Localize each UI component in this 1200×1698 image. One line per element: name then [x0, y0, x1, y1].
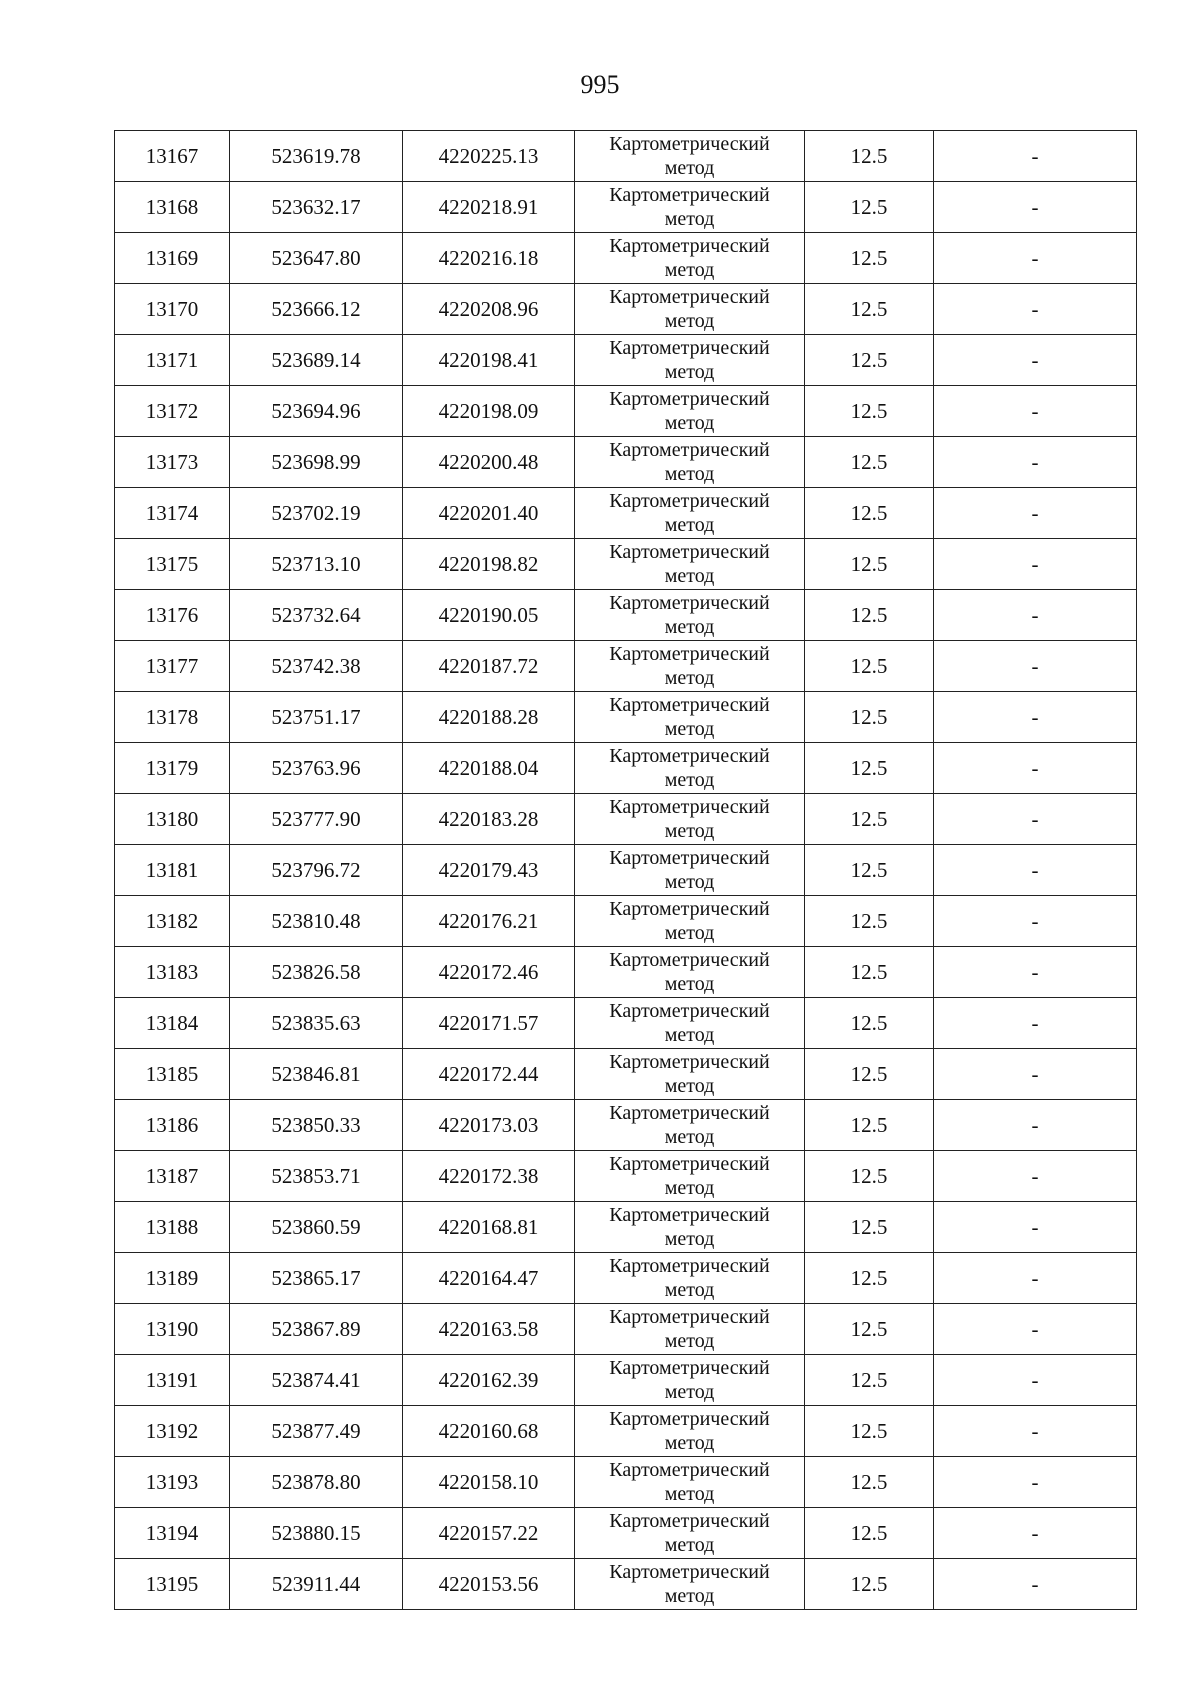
method-cell [575, 794, 805, 845]
point-number-cell: 13172 [115, 386, 230, 437]
accuracy-cell: 12.5 [805, 1457, 934, 1508]
table-row [115, 641, 1137, 692]
method-text-line-1: Картометрический [609, 1408, 770, 1430]
y-coordinate-cell: 4220153.56 [403, 1559, 575, 1610]
point-number-cell: 13186 [115, 1100, 230, 1151]
note-cell: - [934, 743, 1137, 794]
y-coordinate-cell: 4220218.91 [403, 182, 575, 233]
method-text-line-2: метод [664, 514, 715, 536]
accuracy-cell: 12.5 [805, 437, 934, 488]
y-coordinate-cell: 4220160.68 [403, 1406, 575, 1457]
table-row [115, 539, 1137, 590]
method-text-line-1: Картометрический [609, 1204, 770, 1226]
note-cell: - [934, 590, 1137, 641]
x-coordinate-cell: 523874.41 [230, 1355, 403, 1406]
note-cell: - [934, 692, 1137, 743]
x-coordinate-cell: 523911.44 [230, 1559, 403, 1610]
method-text-line-2: метод [664, 922, 715, 944]
note-cell: - [934, 335, 1137, 386]
accuracy-cell: 12.5 [805, 1559, 934, 1610]
y-coordinate-cell: 4220168.81 [403, 1202, 575, 1253]
method-text-line-1: Картометрический [609, 1306, 770, 1328]
note-cell: - [934, 641, 1137, 692]
x-coordinate-cell: 523666.12 [230, 284, 403, 335]
method-text-line-2: метод [664, 871, 715, 893]
method-cell [575, 182, 805, 233]
table-row [115, 488, 1137, 539]
method-text-line-2: метод [664, 412, 715, 434]
method-cell [575, 131, 805, 182]
point-number-cell: 13181 [115, 845, 230, 896]
x-coordinate-cell: 523850.33 [230, 1100, 403, 1151]
method-text-line-1: Картометрический [609, 235, 770, 257]
point-number-cell: 13179 [115, 743, 230, 794]
method-text-line-2: метод [664, 973, 715, 995]
table-row [115, 1049, 1137, 1100]
point-number-cell: 13169 [115, 233, 230, 284]
table-row [115, 1304, 1137, 1355]
accuracy-cell: 12.5 [805, 1508, 934, 1559]
method-text-line-2: метод [664, 667, 715, 689]
point-number-cell: 13183 [115, 947, 230, 998]
method-cell [575, 1508, 805, 1559]
y-coordinate-cell: 4220188.04 [403, 743, 575, 794]
table-row [115, 1151, 1137, 1202]
method-text-line-2: метод [664, 259, 715, 281]
method-text-line-2: метод [664, 157, 715, 179]
method-text-line-2: метод [664, 1330, 715, 1352]
x-coordinate-cell: 523777.90 [230, 794, 403, 845]
point-number-cell: 13170 [115, 284, 230, 335]
accuracy-cell: 12.5 [805, 182, 934, 233]
method-text-line-1: Картометрический [609, 1357, 770, 1379]
accuracy-cell: 12.5 [805, 743, 934, 794]
table-row [115, 947, 1137, 998]
method-cell [575, 1202, 805, 1253]
method-text-line-1: Картометрический [609, 1153, 770, 1175]
note-cell: - [934, 896, 1137, 947]
point-number-cell: 13175 [115, 539, 230, 590]
table-row [115, 896, 1137, 947]
y-coordinate-cell: 4220198.09 [403, 386, 575, 437]
x-coordinate-cell: 523826.58 [230, 947, 403, 998]
y-coordinate-cell: 4220164.47 [403, 1253, 575, 1304]
accuracy-cell: 12.5 [805, 947, 934, 998]
table-row [115, 233, 1137, 284]
method-text-line-1: Картометрический [609, 388, 770, 410]
point-number-cell: 13184 [115, 998, 230, 1049]
method-cell [575, 284, 805, 335]
point-number-cell: 13191 [115, 1355, 230, 1406]
y-coordinate-cell: 4220198.82 [403, 539, 575, 590]
note-cell: - [934, 386, 1137, 437]
x-coordinate-cell: 523865.17 [230, 1253, 403, 1304]
accuracy-cell: 12.5 [805, 1355, 934, 1406]
table-row [115, 182, 1137, 233]
method-text-line-2: метод [664, 1075, 715, 1097]
method-cell [575, 845, 805, 896]
y-coordinate-cell: 4220216.18 [403, 233, 575, 284]
method-text-line-2: метод [664, 1024, 715, 1046]
table-row [115, 845, 1137, 896]
method-text-line-1: Картометрический [609, 592, 770, 614]
method-text-line-1: Картометрический [609, 133, 770, 155]
x-coordinate-cell: 523853.71 [230, 1151, 403, 1202]
x-coordinate-cell: 523698.99 [230, 437, 403, 488]
table-row [115, 386, 1137, 437]
note-cell: - [934, 1151, 1137, 1202]
method-text-line-1: Картометрический [609, 847, 770, 869]
point-number-cell: 13171 [115, 335, 230, 386]
note-cell: - [934, 998, 1137, 1049]
accuracy-cell: 12.5 [805, 335, 934, 386]
y-coordinate-cell: 4220172.46 [403, 947, 575, 998]
table-row [115, 1559, 1137, 1610]
method-text-line-2: метод [664, 1432, 715, 1454]
method-text-line-2: метод [664, 1279, 715, 1301]
x-coordinate-cell: 523880.15 [230, 1508, 403, 1559]
method-text-line-1: Картометрический [609, 1255, 770, 1277]
method-text-line-1: Картометрический [609, 286, 770, 308]
point-number-cell: 13188 [115, 1202, 230, 1253]
method-cell [575, 233, 805, 284]
y-coordinate-cell: 4220188.28 [403, 692, 575, 743]
note-cell: - [934, 794, 1137, 845]
x-coordinate-cell: 523860.59 [230, 1202, 403, 1253]
note-cell: - [934, 1406, 1137, 1457]
note-cell: - [934, 1253, 1137, 1304]
method-cell [575, 743, 805, 794]
method-text-line-1: Картометрический [609, 949, 770, 971]
method-cell [575, 437, 805, 488]
y-coordinate-cell: 4220163.58 [403, 1304, 575, 1355]
note-cell: - [934, 437, 1137, 488]
x-coordinate-cell: 523867.89 [230, 1304, 403, 1355]
table-row [115, 1457, 1137, 1508]
point-number-cell: 13177 [115, 641, 230, 692]
coordinates-table-body [115, 131, 1137, 1610]
table-row [115, 284, 1137, 335]
point-number-cell: 13189 [115, 1253, 230, 1304]
table-row [115, 335, 1137, 386]
point-number-cell: 13192 [115, 1406, 230, 1457]
table-row [115, 590, 1137, 641]
y-coordinate-cell: 4220172.44 [403, 1049, 575, 1100]
y-coordinate-cell: 4220208.96 [403, 284, 575, 335]
method-text-line-1: Картометрический [609, 898, 770, 920]
y-coordinate-cell: 4220183.28 [403, 794, 575, 845]
point-number-cell: 13194 [115, 1508, 230, 1559]
x-coordinate-cell: 523732.64 [230, 590, 403, 641]
method-text-line-2: метод [664, 616, 715, 638]
method-text-line-1: Картометрический [609, 643, 770, 665]
point-number-cell: 13193 [115, 1457, 230, 1508]
method-cell [575, 947, 805, 998]
note-cell: - [934, 1100, 1137, 1151]
table-row [115, 1355, 1137, 1406]
note-cell: - [934, 947, 1137, 998]
accuracy-cell: 12.5 [805, 233, 934, 284]
method-text-line-2: метод [664, 310, 715, 332]
accuracy-cell: 12.5 [805, 998, 934, 1049]
method-cell [575, 539, 805, 590]
method-text-line-1: Картометрический [609, 184, 770, 206]
x-coordinate-cell: 523810.48 [230, 896, 403, 947]
method-text-line-1: Картометрический [609, 1051, 770, 1073]
page-number: 995 [580, 70, 620, 99]
method-cell [575, 896, 805, 947]
y-coordinate-cell: 4220225.13 [403, 131, 575, 182]
method-text-line-2: метод [664, 361, 715, 383]
x-coordinate-cell: 523619.78 [230, 131, 403, 182]
method-text-line-2: метод [664, 463, 715, 485]
method-cell [575, 1457, 805, 1508]
method-cell [575, 1253, 805, 1304]
note-cell: - [934, 488, 1137, 539]
point-number-cell: 13185 [115, 1049, 230, 1100]
y-coordinate-cell: 4220190.05 [403, 590, 575, 641]
point-number-cell: 13167 [115, 131, 230, 182]
accuracy-cell: 12.5 [805, 284, 934, 335]
accuracy-cell: 12.5 [805, 386, 934, 437]
point-number-cell: 13178 [115, 692, 230, 743]
x-coordinate-cell: 523878.80 [230, 1457, 403, 1508]
point-number-cell: 13174 [115, 488, 230, 539]
method-cell [575, 1100, 805, 1151]
table-row [115, 998, 1137, 1049]
note-cell: - [934, 1202, 1137, 1253]
y-coordinate-cell: 4220198.41 [403, 335, 575, 386]
coordinates-table [114, 130, 1137, 1610]
method-cell [575, 386, 805, 437]
accuracy-cell: 12.5 [805, 641, 934, 692]
note-cell: - [934, 1457, 1137, 1508]
x-coordinate-cell: 523694.96 [230, 386, 403, 437]
y-coordinate-cell: 4220187.72 [403, 641, 575, 692]
method-text-line-2: метод [664, 1381, 715, 1403]
note-cell: - [934, 284, 1137, 335]
note-cell: - [934, 1355, 1137, 1406]
accuracy-cell: 12.5 [805, 1304, 934, 1355]
method-text-line-1: Картометрический [609, 439, 770, 461]
y-coordinate-cell: 4220162.39 [403, 1355, 575, 1406]
accuracy-cell: 12.5 [805, 1100, 934, 1151]
x-coordinate-cell: 523751.17 [230, 692, 403, 743]
x-coordinate-cell: 523689.14 [230, 335, 403, 386]
y-coordinate-cell: 4220157.22 [403, 1508, 575, 1559]
x-coordinate-cell: 523632.17 [230, 182, 403, 233]
note-cell: - [934, 182, 1137, 233]
accuracy-cell: 12.5 [805, 794, 934, 845]
y-coordinate-cell: 4220158.10 [403, 1457, 575, 1508]
accuracy-cell: 12.5 [805, 1253, 934, 1304]
x-coordinate-cell: 523742.38 [230, 641, 403, 692]
table-row [115, 1508, 1137, 1559]
note-cell: - [934, 1508, 1137, 1559]
method-cell [575, 1559, 805, 1610]
x-coordinate-cell: 523835.63 [230, 998, 403, 1049]
method-text-line-1: Картометрический [609, 1561, 770, 1583]
method-cell [575, 1406, 805, 1457]
accuracy-cell: 12.5 [805, 1049, 934, 1100]
method-text-line-2: метод [664, 1534, 715, 1556]
note-cell: - [934, 845, 1137, 896]
method-cell [575, 1355, 805, 1406]
y-coordinate-cell: 4220201.40 [403, 488, 575, 539]
accuracy-cell: 12.5 [805, 1151, 934, 1202]
x-coordinate-cell: 523763.96 [230, 743, 403, 794]
accuracy-cell: 12.5 [805, 488, 934, 539]
point-number-cell: 13173 [115, 437, 230, 488]
point-number-cell: 13187 [115, 1151, 230, 1202]
table-row [115, 692, 1137, 743]
accuracy-cell: 12.5 [805, 131, 934, 182]
method-text-line-1: Картометрический [609, 745, 770, 767]
point-number-cell: 13176 [115, 590, 230, 641]
method-cell [575, 998, 805, 1049]
point-number-cell: 13180 [115, 794, 230, 845]
y-coordinate-cell: 4220171.57 [403, 998, 575, 1049]
x-coordinate-cell: 523713.10 [230, 539, 403, 590]
x-coordinate-cell: 523877.49 [230, 1406, 403, 1457]
y-coordinate-cell: 4220176.21 [403, 896, 575, 947]
note-cell: - [934, 539, 1137, 590]
method-text-line-1: Картометрический [609, 541, 770, 563]
method-cell [575, 1151, 805, 1202]
method-text-line-2: метод [664, 1126, 715, 1148]
method-text-line-2: метод [664, 769, 715, 791]
y-coordinate-cell: 4220179.43 [403, 845, 575, 896]
note-cell: - [934, 233, 1137, 284]
table-row [115, 437, 1137, 488]
method-text-line-2: метод [664, 208, 715, 230]
method-text-line-1: Картометрический [609, 796, 770, 818]
accuracy-cell: 12.5 [805, 539, 934, 590]
method-text-line-1: Картометрический [609, 337, 770, 359]
method-cell [575, 335, 805, 386]
method-cell [575, 1049, 805, 1100]
method-text-line-1: Картометрический [609, 1102, 770, 1124]
method-text-line-1: Картометрический [609, 1459, 770, 1481]
note-cell: - [934, 131, 1137, 182]
accuracy-cell: 12.5 [805, 896, 934, 947]
y-coordinate-cell: 4220172.38 [403, 1151, 575, 1202]
method-text-line-2: метод [664, 1483, 715, 1505]
point-number-cell: 13168 [115, 182, 230, 233]
table-row [115, 743, 1137, 794]
accuracy-cell: 12.5 [805, 692, 934, 743]
note-cell: - [934, 1304, 1137, 1355]
table-row [115, 1253, 1137, 1304]
y-coordinate-cell: 4220173.03 [403, 1100, 575, 1151]
method-text-line-2: метод [664, 565, 715, 587]
accuracy-cell: 12.5 [805, 1202, 934, 1253]
note-cell: - [934, 1559, 1137, 1610]
method-text-line-1: Картометрический [609, 694, 770, 716]
point-number-cell: 13190 [115, 1304, 230, 1355]
accuracy-cell: 12.5 [805, 590, 934, 641]
table-row [115, 1100, 1137, 1151]
method-text-line-2: метод [664, 1228, 715, 1250]
y-coordinate-cell: 4220200.48 [403, 437, 575, 488]
note-cell: - [934, 1049, 1137, 1100]
table-row [115, 794, 1137, 845]
x-coordinate-cell: 523846.81 [230, 1049, 403, 1100]
accuracy-cell: 12.5 [805, 845, 934, 896]
method-cell [575, 1304, 805, 1355]
point-number-cell: 13182 [115, 896, 230, 947]
table-row [115, 1406, 1137, 1457]
method-cell [575, 692, 805, 743]
table-row [115, 1202, 1137, 1253]
method-text-line-1: Картометрический [609, 1000, 770, 1022]
method-text-line-2: метод [664, 1585, 715, 1607]
method-cell [575, 488, 805, 539]
x-coordinate-cell: 523796.72 [230, 845, 403, 896]
method-text-line-2: метод [664, 820, 715, 842]
table-row [115, 131, 1137, 182]
x-coordinate-cell: 523647.80 [230, 233, 403, 284]
accuracy-cell: 12.5 [805, 1406, 934, 1457]
method-cell [575, 641, 805, 692]
point-number-cell: 13195 [115, 1559, 230, 1610]
method-cell [575, 590, 805, 641]
method-text-line-1: Картометрический [609, 490, 770, 512]
method-text-line-2: метод [664, 718, 715, 740]
method-text-line-1: Картометрический [609, 1510, 770, 1532]
method-text-line-2: метод [664, 1177, 715, 1199]
x-coordinate-cell: 523702.19 [230, 488, 403, 539]
